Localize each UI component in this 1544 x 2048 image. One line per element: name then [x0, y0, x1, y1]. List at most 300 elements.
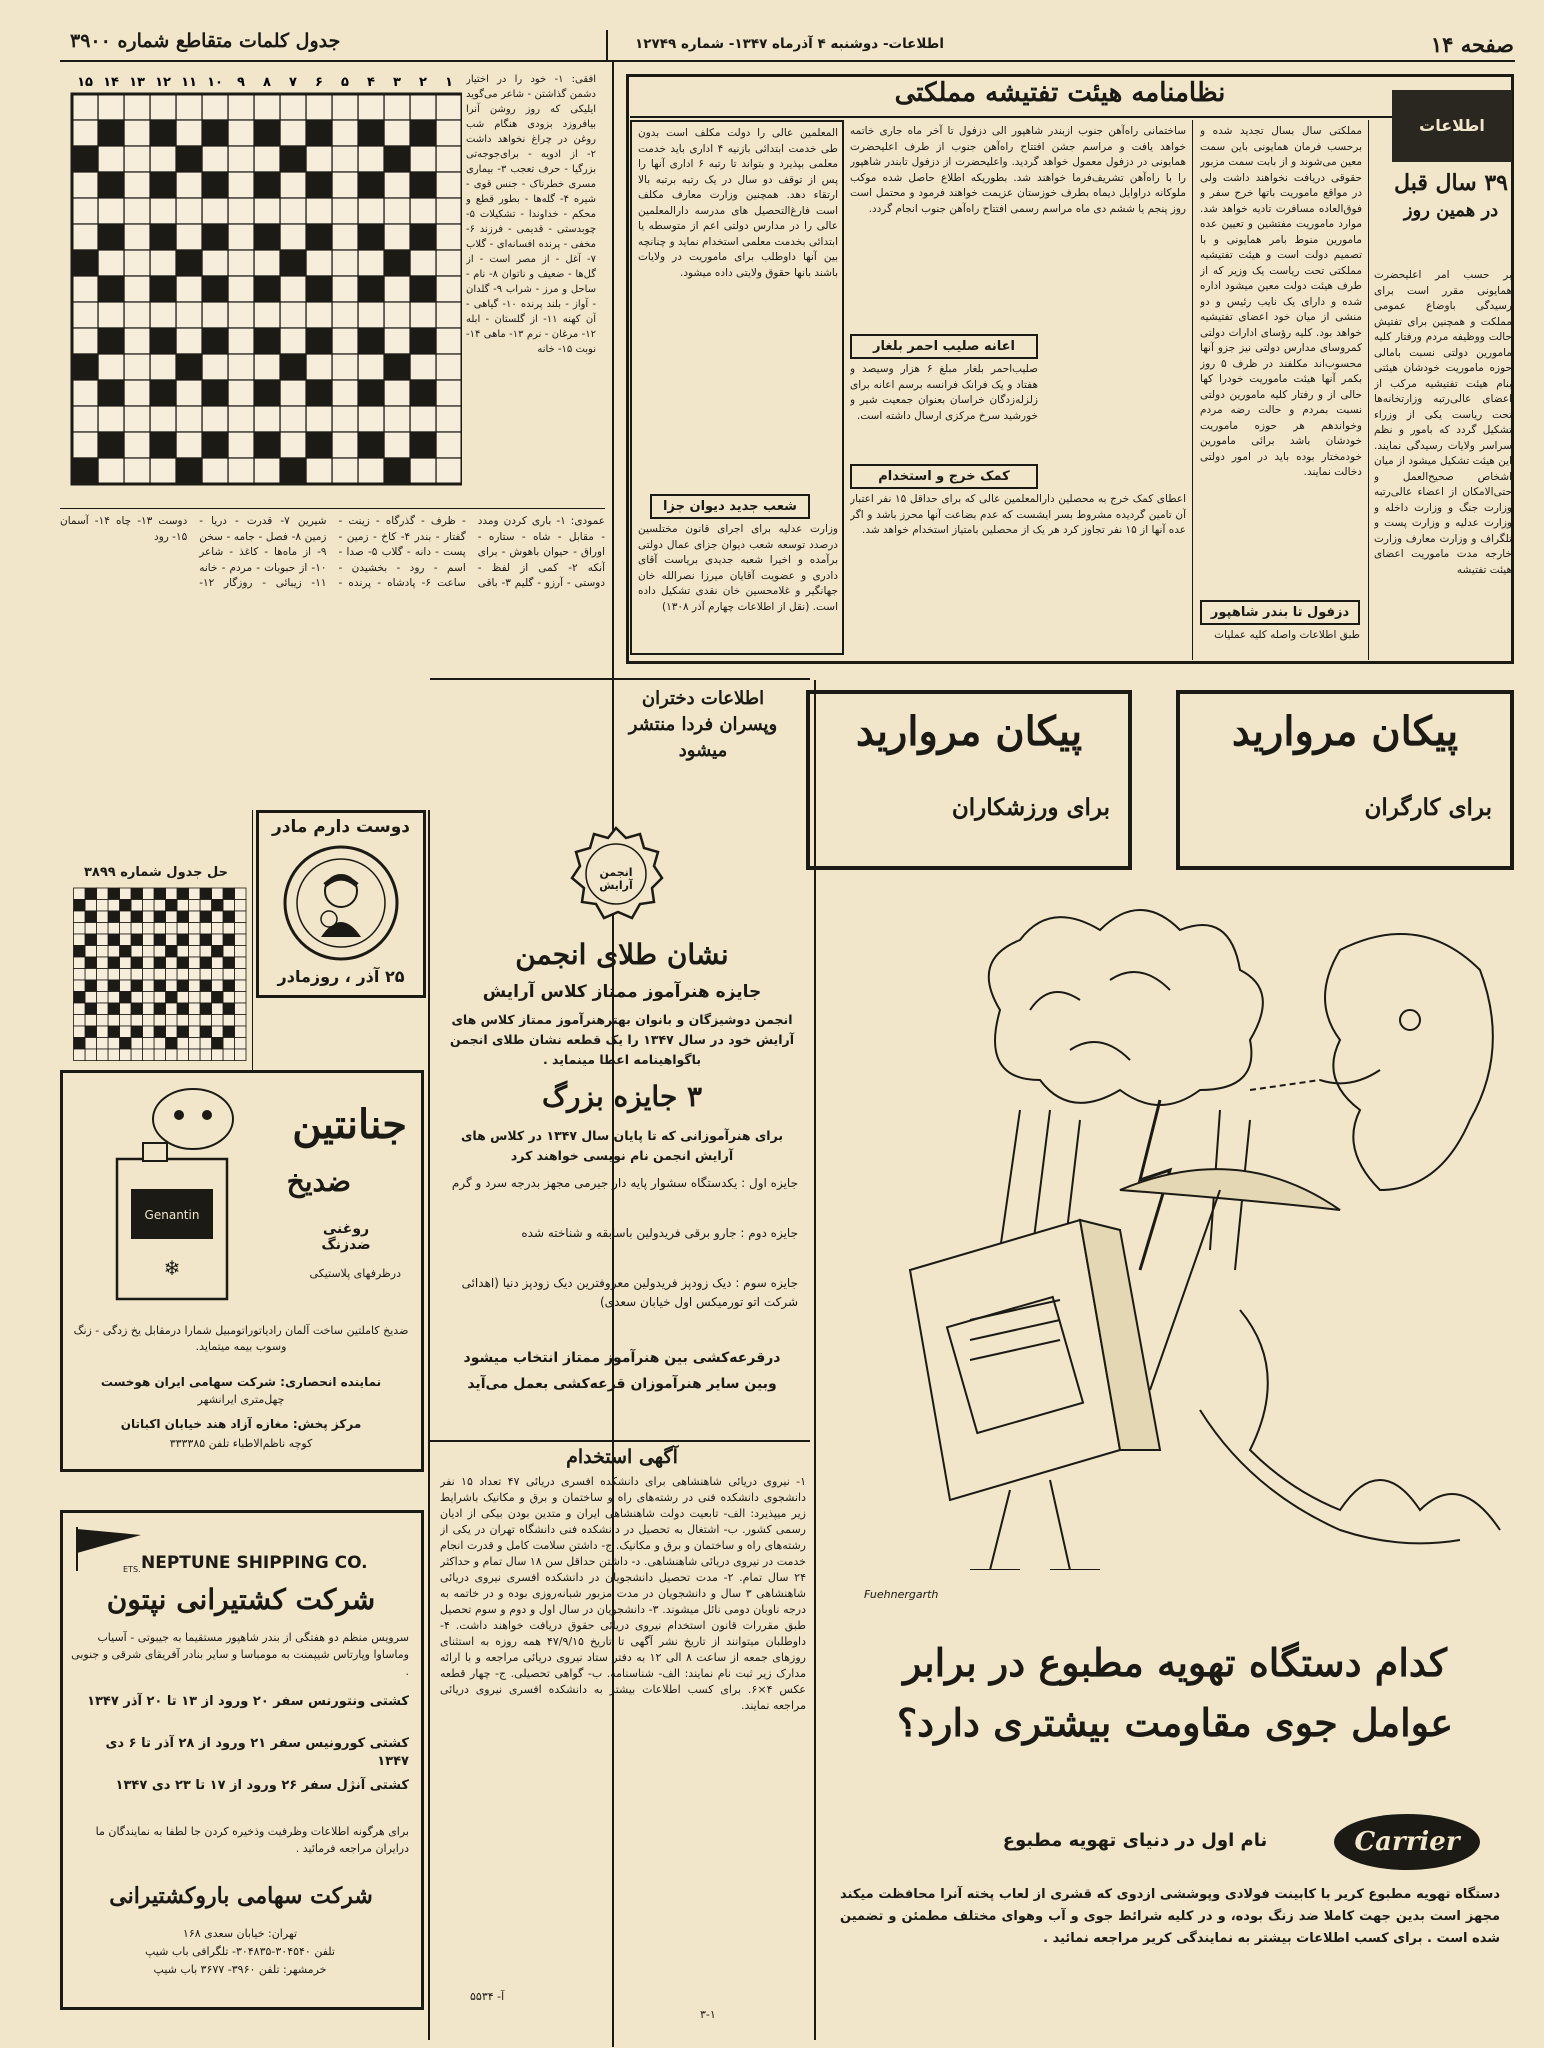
crossword-cell[interactable] [306, 198, 332, 224]
crossword-cell[interactable] [254, 94, 280, 120]
crossword-cell[interactable] [72, 432, 98, 458]
neptune-company: شرکت سهامی باروکشتیرانی [109, 1883, 373, 1909]
crossword-cell[interactable] [384, 198, 410, 224]
center-rule-top [430, 678, 810, 680]
solution-cell [223, 1049, 235, 1061]
crossword-cell[interactable] [384, 302, 410, 328]
nizamnameh-col3: المعلمین عالی را دولت مکلف است بدون طی خدمت ابتدائی بازنیه ۴ اداری باید خدمت معلمی بپذیرد و بتواند تا رتبه ۶ اداری آنها را پس از توقف دو سال در یک رتبه برتبه بالا ارتقاء دهد. همچنین وزارت معارف مکلف است فارغ‌التحصیل های مدرسه دارالمعلمین عالی را در مدارس دولتی اعم از متوسطه یا ابتدائی بخدمت معلمی استخدام نماید و چنانچه بین آنها داوطلب برای ماموریت در ولایات باشند بانها حقوق ولایتی داده میشود. [638, 127, 838, 279]
crossword-cell[interactable] [436, 354, 462, 380]
crossword-cell[interactable] [202, 458, 228, 484]
crossword-cell[interactable] [436, 250, 462, 276]
solution-cell [131, 911, 143, 923]
crossword-cell[interactable] [124, 458, 150, 484]
solution-cell [200, 1049, 212, 1061]
crossword-cell[interactable] [332, 458, 358, 484]
crossword-cell[interactable] [228, 302, 254, 328]
crossword-cell[interactable] [124, 172, 150, 198]
crossword-cell[interactable] [202, 198, 228, 224]
solution-svg [64, 886, 248, 1062]
crossword-cell[interactable] [280, 302, 306, 328]
crossword-cell [98, 172, 124, 198]
crossword-cell [98, 328, 124, 354]
carrier-illustration [820, 890, 1510, 1570]
crossword-cell[interactable] [124, 146, 150, 172]
crossword-cell[interactable] [384, 432, 410, 458]
crossword-cell[interactable] [358, 458, 384, 484]
crossword-cell[interactable] [72, 172, 98, 198]
anjoman-text1: انجمن دوشیزگان و بانوان بهترهنرآموز ممتاز کلاس های آرایش خود در سال ۱۳۴۷ را یک قطعه نشان طلای انجمن باگواهینامه اعطا مینماید . [450, 1012, 794, 1067]
crossword-cell[interactable] [72, 224, 98, 250]
crossword-cell[interactable] [228, 94, 254, 120]
crossword-cell[interactable] [332, 354, 358, 380]
crossword-cell [358, 172, 384, 198]
solution-cell [120, 900, 132, 912]
neptune-fa: شرکت کشتیرانی نپتون [106, 1583, 376, 1616]
solution-cell [166, 1038, 178, 1050]
solution-cell [97, 1049, 109, 1061]
crossword-cell[interactable] [228, 120, 254, 146]
crossword-cell[interactable] [410, 198, 436, 224]
crossword-col-number: ۲ [419, 75, 427, 90]
crossword-cell[interactable] [358, 406, 384, 432]
crossword-cell[interactable] [436, 172, 462, 198]
col-divider-1 [1368, 120, 1369, 660]
crossword-cell[interactable] [306, 302, 332, 328]
crossword-cell[interactable] [176, 120, 202, 146]
crossword-cell[interactable] [410, 250, 436, 276]
crossword-cell[interactable] [150, 250, 176, 276]
crossword-cell[interactable] [306, 406, 332, 432]
crossword-cell[interactable] [176, 432, 202, 458]
solution-cell [143, 992, 155, 1004]
crossword-cell[interactable] [254, 354, 280, 380]
crossword-cell[interactable] [98, 354, 124, 380]
crossword-cell[interactable] [358, 198, 384, 224]
crossword-col-number: ۸ [263, 75, 271, 90]
svg-text:❄: ❄ [163, 1256, 181, 1280]
solution-cell [154, 957, 166, 969]
solution-cell [85, 957, 97, 969]
crossword-cell[interactable] [436, 328, 462, 354]
crossword-svg [66, 70, 462, 490]
solution-cell [235, 934, 247, 946]
solution-cell [223, 934, 235, 946]
solution-cell [212, 980, 224, 992]
solution-cell [85, 911, 97, 923]
crossword-cell[interactable] [72, 94, 98, 120]
solution-cell [131, 992, 143, 1004]
solution-cell [131, 1003, 143, 1015]
crossword-cell[interactable] [384, 406, 410, 432]
solution-cell [108, 1003, 120, 1015]
crossword-cell[interactable] [280, 276, 306, 302]
crossword-cell[interactable] [228, 406, 254, 432]
solution-cell [74, 980, 86, 992]
crossword-cell[interactable] [176, 302, 202, 328]
jenantin-ad [60, 1070, 424, 1472]
crossword-cell[interactable] [280, 198, 306, 224]
crossword-cell[interactable] [306, 146, 332, 172]
crossword-cell[interactable] [280, 432, 306, 458]
solution-cell [154, 934, 166, 946]
solution-cell [154, 888, 166, 900]
crossword-cell [202, 276, 228, 302]
solution-cell [108, 1038, 120, 1050]
kumak-box-title: کمک خرج و استخدام [850, 464, 1038, 489]
solution-cell [212, 934, 224, 946]
solution-cell [166, 969, 178, 981]
paykan-right-ad [1176, 690, 1514, 870]
crossword-cell[interactable] [124, 276, 150, 302]
crossword-cell [150, 172, 176, 198]
crossword-cell[interactable] [306, 94, 332, 120]
crossword-grid[interactable] [66, 70, 462, 490]
crossword-cell[interactable] [72, 198, 98, 224]
jenantin-agent2: چهل‌متری ایرانشهر [197, 1393, 285, 1406]
crossword-cell[interactable] [176, 198, 202, 224]
solution-cell [74, 900, 86, 912]
crossword-cell[interactable] [306, 354, 332, 380]
crossword-cell[interactable] [410, 146, 436, 172]
crossword-cell[interactable] [124, 432, 150, 458]
crossword-cell [280, 354, 306, 380]
crossword-cell[interactable] [228, 380, 254, 406]
crossword-cell[interactable] [124, 224, 150, 250]
crossword-cell[interactable] [124, 406, 150, 432]
solution-cell [177, 923, 189, 935]
crossword-cell [384, 458, 410, 484]
crossword-cell[interactable] [202, 250, 228, 276]
solution-cell [154, 980, 166, 992]
solution-cell [223, 980, 235, 992]
crossword-cell[interactable] [436, 406, 462, 432]
crossword-cell [254, 380, 280, 406]
crossword-cell[interactable] [202, 354, 228, 380]
sal-ghabl-line1: ۳۹ سال قبل [1394, 170, 1508, 196]
crossword-cell[interactable] [436, 120, 462, 146]
neptune-text1: سرویس منظم دو هفتگی از بندر شاهپور مستقیما به جیبوتی - آسیاب وماساوا وپارتاس شیپمنت به مومباسا و سایر بنادر آفریقای شرقی و جنوبی . [71, 1631, 409, 1678]
crossword-cell[interactable] [228, 458, 254, 484]
carrier-tagline: نام اول در دنیای تهویه مطبوع [1002, 1830, 1268, 1851]
solution-cell [177, 888, 189, 900]
crossword-cell[interactable] [202, 406, 228, 432]
crossword-cell[interactable] [306, 250, 332, 276]
crossword-cell[interactable] [98, 458, 124, 484]
solution-cell [120, 911, 132, 923]
crossword-cell[interactable] [124, 380, 150, 406]
carrier-headline-1: کدام دستگاه تهویه مطبوع در برابر [903, 1640, 1447, 1685]
solution-cell [166, 888, 178, 900]
solution-cell [154, 911, 166, 923]
solution-cell [200, 969, 212, 981]
crossword-cell[interactable] [358, 250, 384, 276]
crossword-clues: افقی: ۱- خود را در اختیار دشمن گذاشتن - شاعر می‌گوید ایلیکی که روز روشن آنرا بیافروزد بزودی هنگام شب روغن در چراغ نخواهد داشت ۲- از ادویه - برای‌جوجه‌تی بزرگیا - حرف تعجب ۳- بیماری مسری خطرناک - جنس قوی - شیره ۴- گله‌ها - بطور قطع و محکم - خداوندا - تشکیلات ۵- چوبدستی - قدیمی - فرزند ۶- مخفی - پرنده افسانه‌ای - گلاب ۷- آغل - از مصر است - از گل‌ها - ضعیف و ناتوان ۸- نام - ساحل و مرز - شراب ۹- گلدان - آواز - بلند پرنده ۱۰- گیاهی - آن کهنه ۱۱- از گلستان - ابله ۱۲- مرغان - نرم ۱۳- ماهی ۱۴- نوبت ۱۵- خانه [466, 74, 596, 355]
crossword-cell[interactable] [332, 250, 358, 276]
crossword-cell[interactable] [228, 224, 254, 250]
solution-cell [74, 934, 86, 946]
crossword-cell[interactable] [436, 146, 462, 172]
crossword-cell [150, 276, 176, 302]
solution-cell [189, 1003, 201, 1015]
crossword-cell[interactable] [150, 302, 176, 328]
crossword-cell [98, 380, 124, 406]
crossword-cell [176, 354, 202, 380]
crossword-cell[interactable] [384, 120, 410, 146]
crossword-cell[interactable] [254, 198, 280, 224]
crossword-cell [150, 432, 176, 458]
crossword-cell[interactable] [124, 302, 150, 328]
crossword-cell[interactable] [150, 406, 176, 432]
crossword-cell[interactable] [410, 94, 436, 120]
solution-cell [85, 946, 97, 958]
crossword-cell[interactable] [332, 94, 358, 120]
crossword-cell[interactable] [332, 120, 358, 146]
crossword-cell[interactable] [358, 94, 384, 120]
jenantin-sub: ضدیخ [286, 1165, 351, 1198]
crossword-cell[interactable] [124, 120, 150, 146]
crossword-cell[interactable] [228, 146, 254, 172]
crossword-cell[interactable] [436, 198, 462, 224]
crossword-cell[interactable] [124, 94, 150, 120]
solution-cell [97, 1038, 109, 1050]
crossword-cell[interactable] [150, 354, 176, 380]
crossword-cell[interactable] [436, 432, 462, 458]
crossword-cell[interactable] [306, 458, 332, 484]
solution-cell [131, 923, 143, 935]
crossword-cell[interactable] [254, 458, 280, 484]
crossword-cell[interactable] [176, 94, 202, 120]
solution-cell [189, 992, 201, 1004]
crossword-cell[interactable] [280, 172, 306, 198]
crossword-cell[interactable] [124, 250, 150, 276]
crossword-cell [410, 172, 436, 198]
crossword-cell[interactable] [384, 328, 410, 354]
solution-cell [166, 1015, 178, 1027]
crossword-cell[interactable] [98, 406, 124, 432]
ahmar-box-title: اعانه صلیب احمر بلغار [850, 334, 1038, 359]
crossword-col-number: ۷ [289, 75, 297, 90]
kumak-box-text: اعطای کمک خرج به محصلین دارالمعلمین عالی که برای حداقل ۱۵ نفر اعتبار آن تامین گردیده مشروط بسر ایشست که عدم بضاعت آنها محرز باشد و اگر عده آنها از ۱۵ نفر تجاوز کرد هر یک از محصلین بامتیاز استخدام خواهد شد. [850, 493, 1186, 536]
anjoman-ad [432, 810, 812, 1450]
crossword-cell[interactable] [410, 302, 436, 328]
crossword-cell[interactable] [410, 458, 436, 484]
crossword-cell[interactable] [436, 458, 462, 484]
solution-cell [97, 980, 109, 992]
dokhtaran-text: اطلاعات دختران وپسران فردا منتشر میشود [628, 688, 778, 761]
center-divider [428, 810, 430, 2040]
solution-cell [154, 1026, 166, 1038]
crossword-col-number: ۳ [393, 75, 401, 90]
crossword-cell[interactable] [150, 146, 176, 172]
crossword-cell[interactable] [98, 146, 124, 172]
crossword-cell[interactable] [410, 354, 436, 380]
crossword-cell[interactable] [228, 354, 254, 380]
neptune-line1: کشتی ونتورنس سفر ۲۰ ورود از ۱۳ تا ۲۰ آذر ۱۳۴۷ [87, 1694, 409, 1709]
crossword-cell[interactable] [98, 302, 124, 328]
crossword-cell[interactable] [98, 94, 124, 120]
crossword-cell[interactable] [384, 224, 410, 250]
solution-cell [223, 900, 235, 912]
solution-cell [177, 1026, 189, 1038]
crossword-cell[interactable] [358, 354, 384, 380]
crossword-cell[interactable] [150, 94, 176, 120]
crossword-cell [358, 224, 384, 250]
crossword-cell[interactable] [436, 276, 462, 302]
solution-cell [120, 1003, 132, 1015]
solution-cell [143, 900, 155, 912]
crossword-cell[interactable] [332, 380, 358, 406]
crossword-cell[interactable] [358, 302, 384, 328]
crossword-cell[interactable] [176, 276, 202, 302]
crossword-cell[interactable] [384, 172, 410, 198]
solution-cell [120, 980, 132, 992]
crossword-cell[interactable] [280, 94, 306, 120]
paykan-left-sub: برای ورزشکاران [951, 794, 1110, 821]
crossword-cell[interactable] [72, 328, 98, 354]
crossword-cell[interactable] [436, 302, 462, 328]
crossword-cell[interactable] [72, 380, 98, 406]
crossword-cell[interactable] [332, 328, 358, 354]
crossword-cell[interactable] [358, 146, 384, 172]
crossword-cell[interactable] [384, 276, 410, 302]
solution-cell [166, 1026, 178, 1038]
crossword-cell[interactable] [332, 224, 358, 250]
crossword-cell[interactable] [150, 458, 176, 484]
crossword-cell[interactable] [228, 172, 254, 198]
anjoman-emblem-text: انجمن آرایش [599, 866, 633, 892]
crossword-cell[interactable] [98, 198, 124, 224]
solution-cell [223, 992, 235, 1004]
solution-cell [108, 992, 120, 1004]
crossword-cell[interactable] [410, 406, 436, 432]
dezful-box-text: طبق اطلاعات واصله کلیه عملیات [1214, 629, 1360, 641]
crossword-cell[interactable] [176, 172, 202, 198]
solution-cell [74, 911, 86, 923]
crossword-cell[interactable] [124, 328, 150, 354]
crossword-cell[interactable] [280, 406, 306, 432]
crossword-cell[interactable] [72, 406, 98, 432]
solution-cell [189, 1038, 201, 1050]
nizamnameh-col2: ساختمانی راه‌آهن جنوب ازبندر شاهپور الی دزفول تا آخر ماه جاری خاتمه خواهد یافت و مراسم جشن افتتاح راه‌آهن جنوب از طرف اعلیحضرت همایونی در دزفول معمول خواهد گردید. واعلیحضرت از دزفول تابندر شاهپور را با راه‌آهن تشریف‌فرما خواهند شد. بطوریکه اطلاع حاصل شده موکب ملوکانه دراوایل دیماه بطرف خوزستان عزیمت خواهند فرمود و محتمل است روز پنجم یا ششم دی ماه مراسم رسمی افتتاح راه‌آهن جنوب انجام گردد. [850, 125, 1186, 215]
solution-cell [131, 980, 143, 992]
crossword-cell [306, 380, 332, 406]
solution-cell [189, 934, 201, 946]
crossword-cell[interactable] [176, 406, 202, 432]
header-rule [60, 60, 1515, 62]
crossword-cell[interactable] [202, 302, 228, 328]
crossword-cell[interactable] [228, 328, 254, 354]
anjoman-prize-title: ۳ جایزه بزرگ [541, 1080, 703, 1113]
solution-cell [131, 946, 143, 958]
crossword-cell[interactable] [332, 302, 358, 328]
crossword-cell [202, 380, 228, 406]
crossword-cell[interactable] [124, 354, 150, 380]
solution-cell [74, 992, 86, 1004]
solution-cell [235, 888, 247, 900]
crossword-cell [358, 276, 384, 302]
crossword-cell[interactable] [280, 120, 306, 146]
solution-cell [200, 900, 212, 912]
crossword-cell[interactable] [228, 250, 254, 276]
solution-cell [120, 934, 132, 946]
crossword-cell[interactable] [228, 432, 254, 458]
solution-cell [223, 1026, 235, 1038]
crossword-cell [72, 354, 98, 380]
solution-cell [200, 1015, 212, 1027]
solution-cell [85, 980, 97, 992]
crossword-cell[interactable] [72, 120, 98, 146]
neptune-en: NEPTUNE SHIPPING CO. [141, 1553, 368, 1573]
solution-cell [177, 980, 189, 992]
crossword-cell[interactable] [280, 224, 306, 250]
divan-box-title: شعب جدید دیوان جزا [650, 494, 810, 519]
solution-cell [85, 1049, 97, 1061]
crossword-cell[interactable] [228, 276, 254, 302]
solution-cell [235, 1049, 247, 1061]
crossword-cell[interactable] [436, 94, 462, 120]
crossword-cell[interactable] [384, 94, 410, 120]
crossword-cell[interactable] [332, 146, 358, 172]
solution-cell [97, 1015, 109, 1027]
jenantin-brand: جنانتین [292, 1101, 407, 1148]
crossword-cell[interactable] [332, 406, 358, 432]
solution-cell [189, 888, 201, 900]
solution-cell [143, 911, 155, 923]
crossword-cell [254, 120, 280, 146]
ettela-logo [1392, 90, 1512, 162]
solution-cell [212, 1003, 224, 1015]
crossword-cell[interactable] [332, 198, 358, 224]
crossword-cell[interactable] [124, 198, 150, 224]
crossword-cell[interactable] [228, 198, 254, 224]
solution-cell [108, 1049, 120, 1061]
solution-cell [223, 1003, 235, 1015]
crossword-cell[interactable] [72, 302, 98, 328]
crossword-cell[interactable] [176, 380, 202, 406]
crossword-cell[interactable] [254, 406, 280, 432]
solution-cell [189, 1049, 201, 1061]
solution-cell [143, 1003, 155, 1015]
crossword-cell[interactable] [280, 380, 306, 406]
crossword-cell[interactable] [202, 146, 228, 172]
crossword-cell[interactable] [72, 276, 98, 302]
crossword-cell[interactable] [150, 198, 176, 224]
crossword-cell[interactable] [98, 250, 124, 276]
crossword-cell[interactable] [332, 172, 358, 198]
solution-cell [235, 946, 247, 958]
crossword-cell[interactable] [254, 146, 280, 172]
neptune-ad [60, 1510, 424, 2010]
crossword-cell[interactable] [254, 302, 280, 328]
crossword-cell[interactable] [332, 276, 358, 302]
crossword-cell[interactable] [436, 380, 462, 406]
crossword-cell[interactable] [280, 328, 306, 354]
crossword-cell[interactable] [202, 94, 228, 120]
neptune-line3: کشتی آنژل سفر ۲۶ ورود از ۱۷ تا ۲۳ دی ۱۳۴۷ [115, 1778, 409, 1793]
crossword-cell[interactable] [384, 380, 410, 406]
crossword-cell[interactable] [254, 250, 280, 276]
estekhdam-code1: آ- ۵۵۳۴ [470, 1990, 505, 2003]
crossword-cell[interactable] [176, 224, 202, 250]
solution-cell [154, 1015, 166, 1027]
solution-cell [212, 969, 224, 981]
solution-cell [108, 900, 120, 912]
solution-cell [143, 934, 155, 946]
crossword-cell[interactable] [436, 224, 462, 250]
solution-cell [97, 1003, 109, 1015]
crossword-cell[interactable] [332, 432, 358, 458]
crossword-cell[interactable] [176, 328, 202, 354]
